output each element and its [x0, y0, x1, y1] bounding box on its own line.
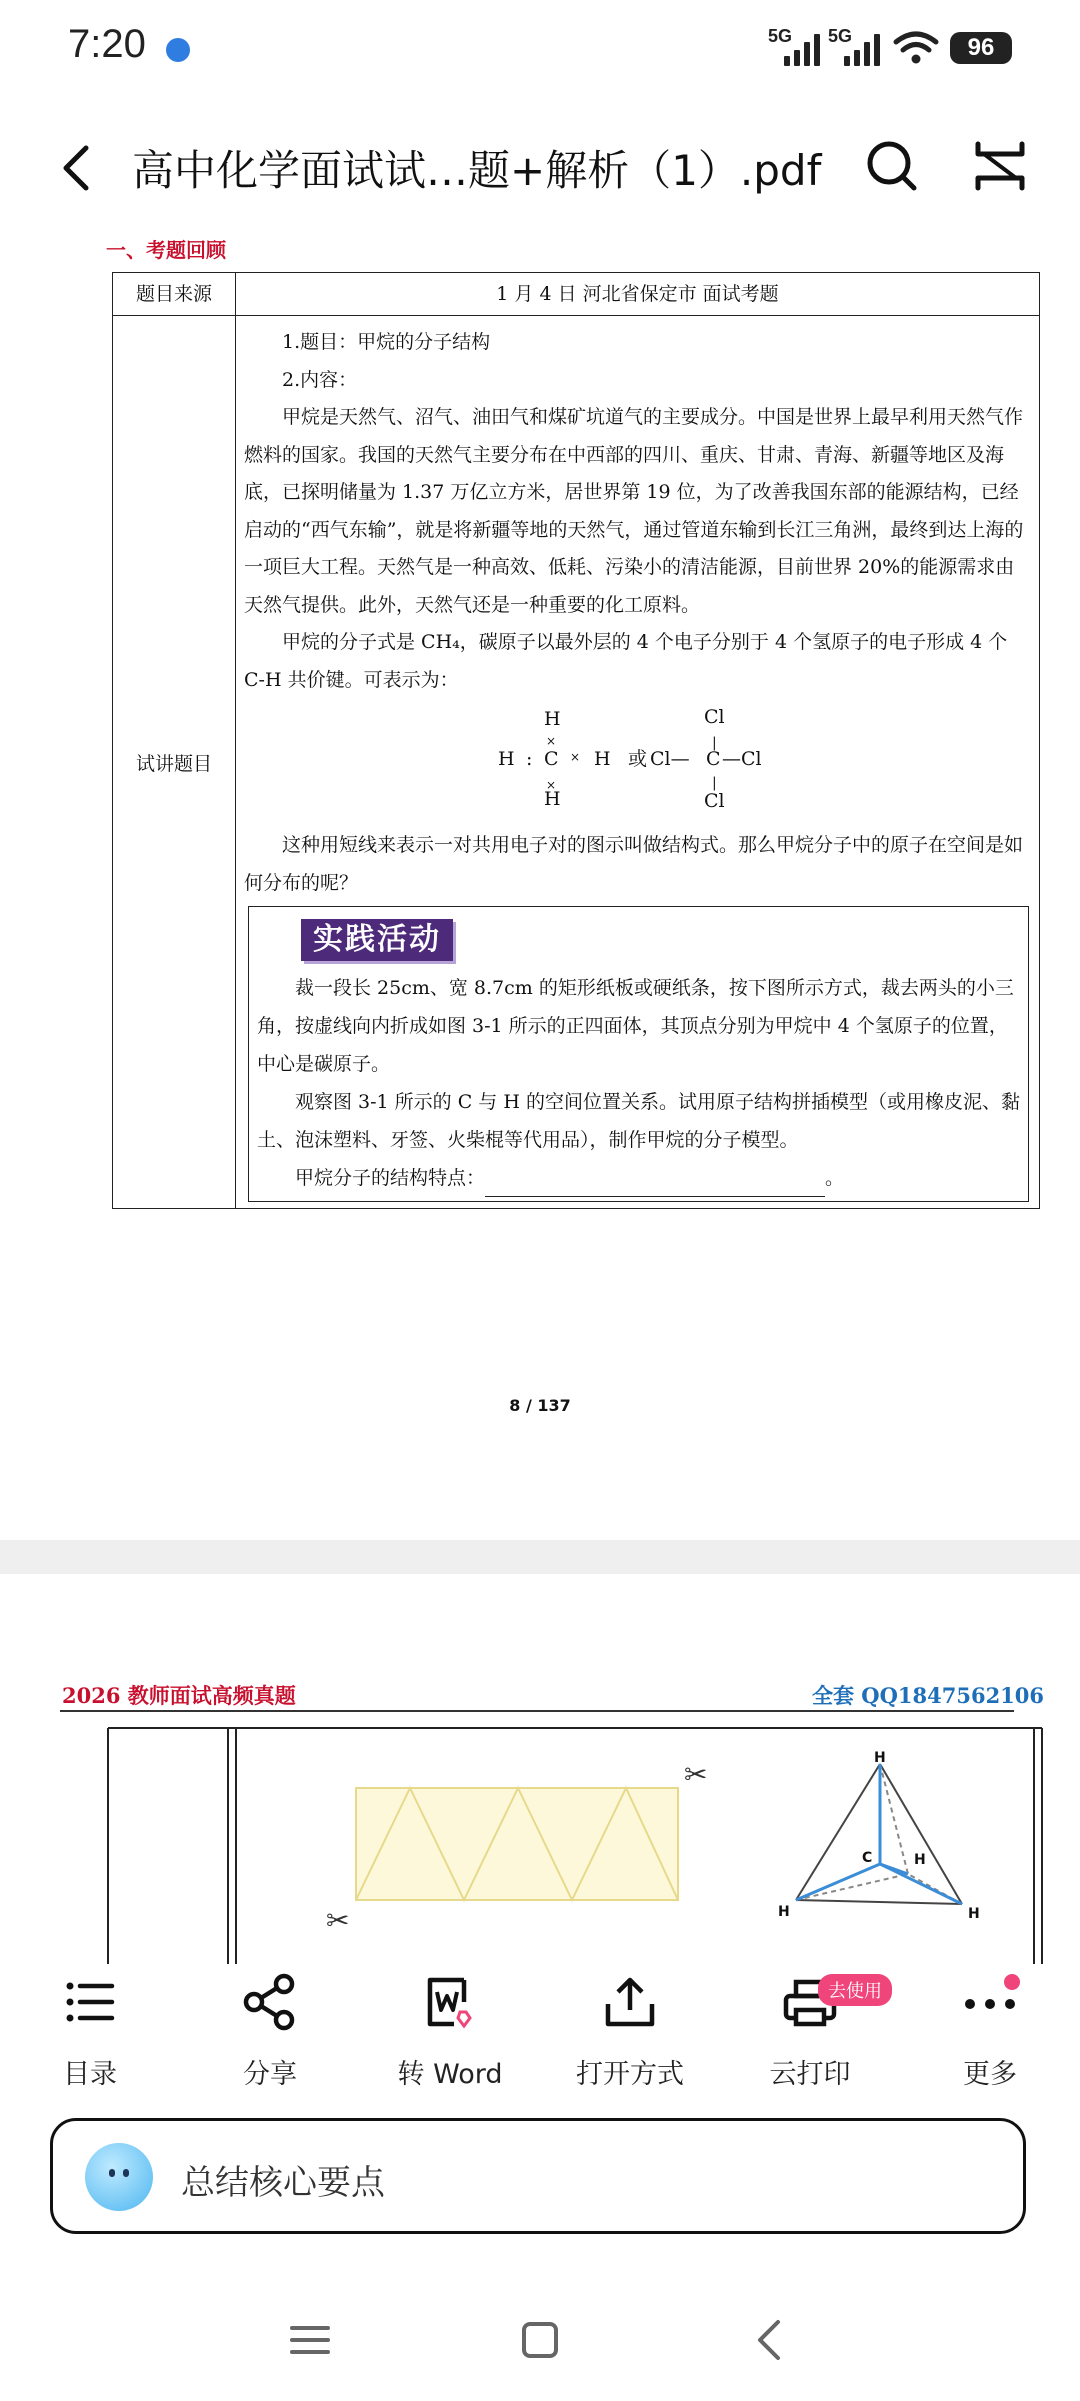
toolbar-label-contents: 目录	[63, 2059, 117, 2090]
topic-title-line: 1.题目：甲烷的分子结构	[282, 331, 491, 353]
svg-text:✂: ✂	[326, 1904, 350, 1937]
source-value: 1 月 4 日 河北省保定市 面试考题	[236, 273, 1040, 316]
activity-question-text: 甲烷分子的结构特点：	[295, 1167, 486, 1189]
toolbar-table-of-contents[interactable]	[20, 1964, 160, 2114]
toolbar-label-open-with: 打开方式	[576, 2059, 684, 2090]
toolbar-open-with[interactable]	[560, 1964, 700, 2114]
methane-formula: H × H : C × H × H 或 Cl | Cl— C —Cl | Cl	[244, 699, 1033, 827]
electron-h-right: H	[594, 748, 611, 770]
tetra-label-h-inner: H	[914, 1852, 926, 1868]
source-label: 题目来源	[113, 273, 236, 316]
activity-question	[257, 1159, 1020, 1197]
wifi-icon	[892, 30, 940, 66]
notification-icon	[166, 38, 190, 62]
system-navigation-bar	[0, 2290, 1080, 2401]
struct-c: C	[706, 748, 721, 770]
page-separator	[0, 1540, 1080, 1574]
ai-summary-bar[interactable]	[50, 2118, 1026, 2234]
ai-summary-text: 总结核心要点	[181, 2163, 385, 2203]
upload-icon	[600, 1972, 660, 2032]
tetra-label-h-right: H	[968, 1906, 980, 1922]
topic-label: 试讲题目	[113, 316, 236, 1209]
section-title: 一、考题回顾	[106, 238, 226, 262]
page-header-left: 2026 教师面试高频真题	[62, 1683, 296, 1708]
activity-badge: 实践活动	[301, 919, 453, 961]
print-promo-badge[interactable]: 去使用	[818, 1974, 892, 2006]
electron-h-left: H	[498, 748, 515, 770]
document-title: 高中化学面试试…题+解析（1）.pdf	[132, 146, 822, 195]
app-header	[0, 110, 1080, 220]
page-header-right: 全套 QQ1847562106	[812, 1683, 1045, 1708]
page2-figures	[0, 1714, 1080, 1970]
toolbar-convert-word[interactable]	[380, 1964, 520, 2114]
toolbar-label-print: 云打印	[769, 2059, 851, 2090]
battery-indicator: 96	[950, 32, 1012, 64]
recent-apps-button[interactable]	[280, 2310, 340, 2370]
ai-assistant-avatar	[85, 2143, 153, 2211]
system-back-button[interactable]	[740, 2310, 800, 2370]
word-icon	[420, 1972, 480, 2032]
or-text: 或	[628, 748, 648, 770]
tetrahedron-figure	[796, 1764, 962, 1904]
practice-activity-box	[248, 906, 1029, 1202]
back-button[interactable]	[50, 138, 110, 198]
content-line: 2.内容：	[282, 368, 358, 391]
question-table	[112, 272, 1040, 1209]
header-rule	[60, 1710, 1014, 1712]
page-number: 8 / 137	[509, 1396, 571, 1415]
struct-cl-top: Cl	[704, 706, 725, 728]
electron-c: C	[544, 748, 559, 770]
struct-cl-right: —Cl	[722, 748, 762, 770]
topic-content	[236, 316, 1040, 1209]
toolbar-share[interactable]	[200, 1964, 340, 2114]
home-button[interactable]	[510, 2310, 570, 2370]
paragraph-2: 甲烷的分子式是 CH₄，碳原子以最外层的 4 个电子分别于 4 个氢原子的电子形成 4 个 C-H 共价键。可表示为：	[244, 631, 1008, 691]
toolbar-label-word: 转 Word	[397, 2059, 503, 2090]
answer-blank	[485, 1174, 825, 1197]
more-notification-dot	[1004, 1974, 1020, 1990]
paragraph-1: 甲烷是天然气、沼气、油田气和煤矿坑道气的主要成分。中国是世界上最早利用天然气作燃料的国家。我国的天然气主要分布在中西部的四川、重庆、甘肃、青海、新疆等地区及海底，已探明储量为 1.37 万亿立方米，居世界第 19 位，为了改善我国东部的能源结构，已经启动的“西气东输”，就是将新疆等地的天然气，通过管道东输到长江三角洲，最终到达上海的一项巨大工程。天然气是一种高效、低耗、污染小的清洁能源，目前世界 20%的能源需求由天然气提供。此外，天然气还是一种重要的化工原料。	[244, 406, 1024, 616]
struct-cl-bottom: Cl	[704, 790, 725, 812]
reading-mode-button[interactable]	[970, 136, 1030, 196]
signal-icon-2	[828, 26, 884, 66]
tetra-label-c: C	[862, 1850, 873, 1866]
paper-strip-figure	[326, 1758, 707, 1937]
signal-label-1: 5G	[768, 26, 793, 46]
tetra-label-h-left: H	[778, 1904, 790, 1920]
activity-paragraph-1: 裁一段长 25cm、宽 8.7cm 的矩形纸板或硬纸条，按下图所示方式，裁去两头的小三角，按虚线向内折成如图 3-1 所示的正四面体，其顶点分别为甲烷中 4 个氢原子的位置，中心是碳原子。	[257, 977, 1014, 1075]
toolbar-more[interactable]	[920, 1964, 1060, 2114]
tetra-label-top: H	[874, 1750, 886, 1766]
bottom-toolbar	[0, 1964, 1080, 2114]
share-icon	[240, 1972, 300, 2032]
electron-h-top: H	[544, 708, 561, 730]
signal-icon-1	[768, 26, 824, 66]
pdf-page-9[interactable]	[0, 1574, 1080, 1970]
status-bar	[0, 0, 1080, 100]
electron-h-bottom: H	[544, 788, 561, 810]
activity-paragraph-2: 观察图 3-1 所示的 C 与 H 的空间位置关系。试用原子结构拼插模型（或用橡皮泥、黏土、泡沫塑料、牙签、火柴棍等代用品），制作甲烷的分子模型。	[257, 1091, 1020, 1151]
pdf-page-8[interactable]	[0, 220, 1080, 1540]
paragraph-3: 这种用短线来表示一对共用电子对的图示叫做结构式。那么甲烷分子中的原子在空间是如何分布的呢？	[244, 834, 1024, 894]
toolbar-label-share: 分享	[243, 2059, 297, 2090]
svg-text:✂: ✂	[684, 1758, 708, 1791]
activity-question-end: 。	[825, 1167, 845, 1189]
search-button[interactable]	[862, 136, 922, 196]
list-icon	[60, 1972, 120, 2032]
signal-label-2: 5G	[828, 26, 853, 46]
toolbar-label-more: 更多	[963, 2059, 1017, 2090]
struct-cl-left: Cl—	[650, 748, 690, 770]
status-time: 7:20	[68, 22, 146, 66]
